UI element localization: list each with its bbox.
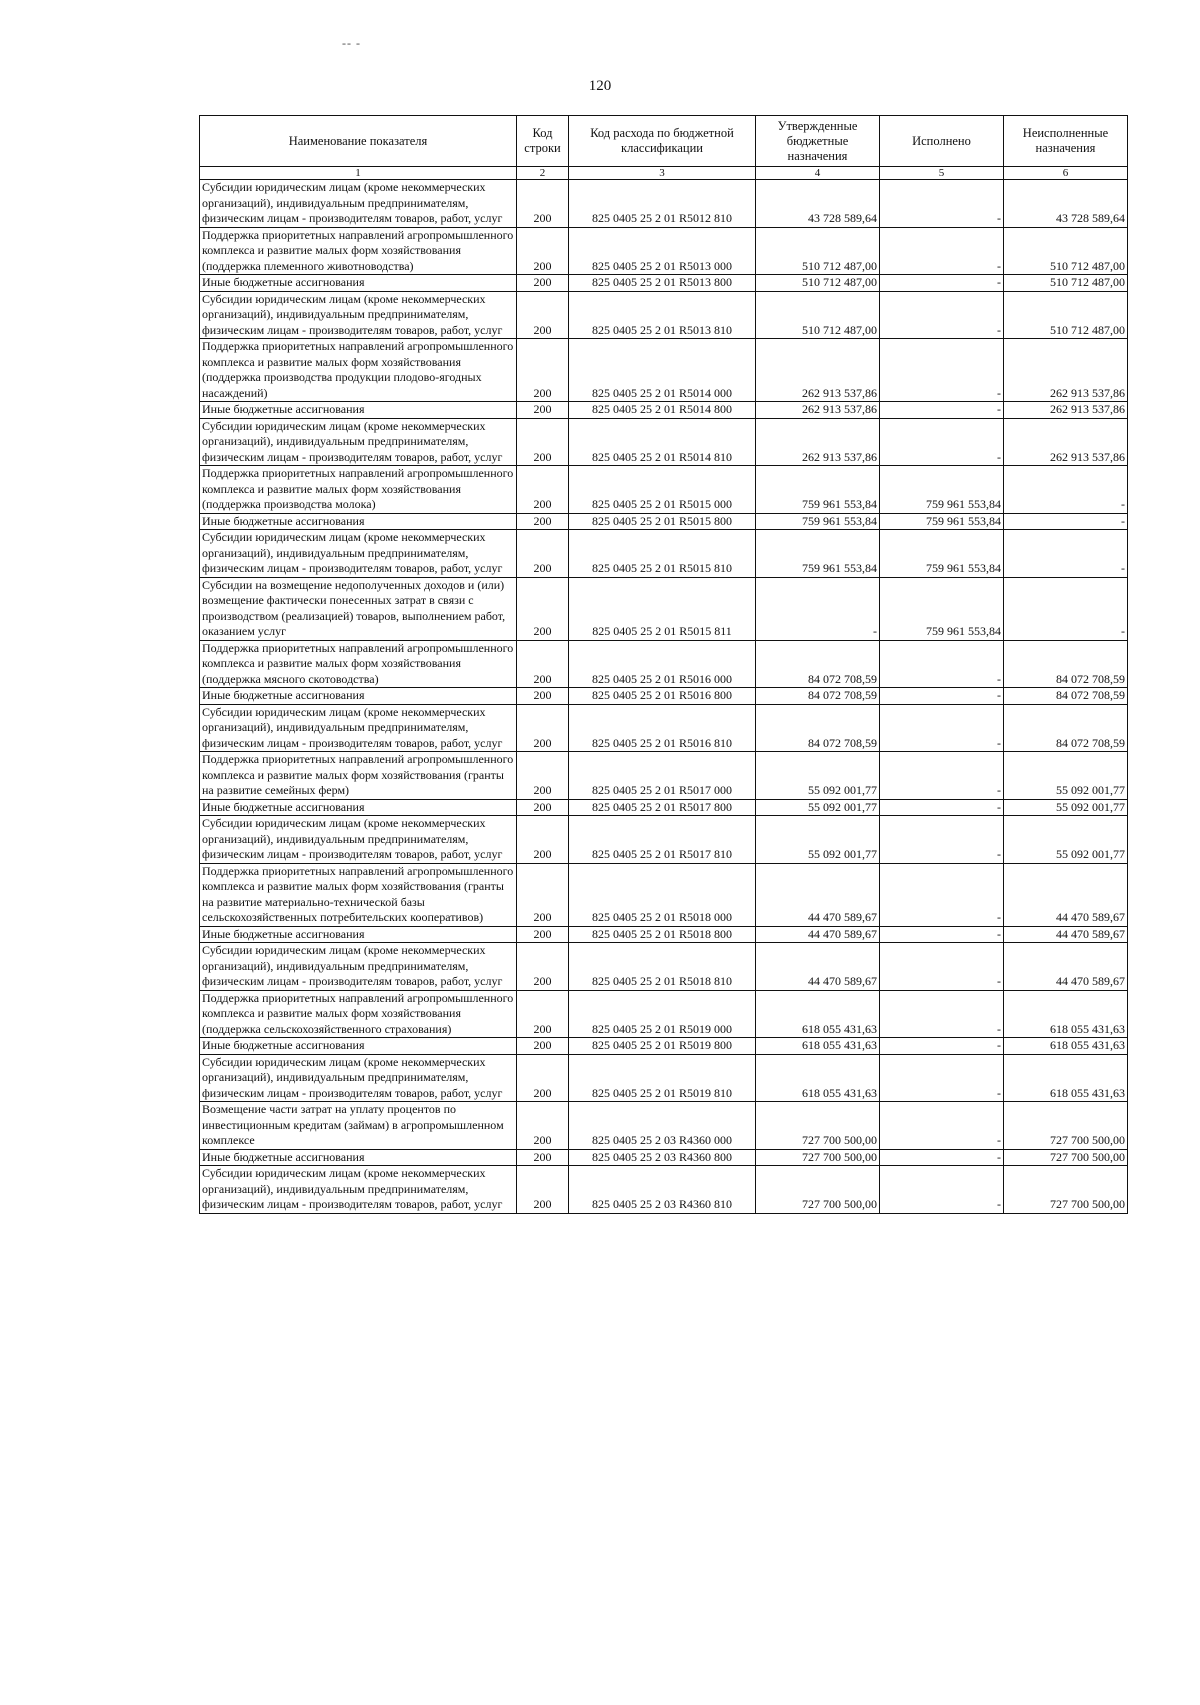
- row-budget-code: 825 0405 25 2 01 R5012 810: [569, 180, 756, 228]
- row-unexecuted-amount: 44 470 589,67: [1004, 943, 1128, 991]
- row-indicator-name: Субсидии юридическим лицам (кроме некоммерческих организаций), индивидуальным предпринимателям, физическим лицам - производителям товаров, работ, услуг: [200, 530, 517, 578]
- table-row: [200, 530, 1128, 578]
- row-line-code: 200: [517, 752, 569, 800]
- row-budget-code: 825 0405 25 2 01 R5015 810: [569, 530, 756, 578]
- row-unexecuted-amount: 84 072 708,59: [1004, 640, 1128, 688]
- row-line-code: 200: [517, 513, 569, 530]
- row-line-code: 200: [517, 1166, 569, 1214]
- row-unexecuted-amount: 510 712 487,00: [1004, 227, 1128, 275]
- row-line-code: 200: [517, 640, 569, 688]
- row-indicator-name: Поддержка приоритетных направлений агропромышленного комплекса и развитие малых форм хозяйствования (поддержка мясного скотоводства): [200, 640, 517, 688]
- row-unexecuted-amount: -: [1004, 577, 1128, 640]
- row-executed-amount: -: [880, 1149, 1004, 1166]
- row-approved-amount: 618 055 431,63: [756, 990, 880, 1038]
- table-row: [200, 943, 1128, 991]
- row-approved-amount: 618 055 431,63: [756, 1054, 880, 1102]
- table-row: [200, 704, 1128, 752]
- budget-execution-table: [199, 115, 1128, 1214]
- row-indicator-name: Субсидии юридическим лицам (кроме некоммерческих организаций), индивидуальным предпринимателям, физическим лицам - производителям товаров, работ, услуг: [200, 180, 517, 228]
- row-executed-amount: -: [880, 926, 1004, 943]
- header-unexecuted: Неисполненные назначения: [1004, 116, 1128, 167]
- row-budget-code: 825 0405 25 2 01 R5019 800: [569, 1038, 756, 1055]
- row-line-code: 200: [517, 275, 569, 292]
- row-line-code: 200: [517, 1149, 569, 1166]
- row-approved-amount: 43 728 589,64: [756, 180, 880, 228]
- row-indicator-name: Иные бюджетные ассигнования: [200, 799, 517, 816]
- header-line-code: Код строки: [517, 116, 569, 167]
- row-executed-amount: 759 961 553,84: [880, 530, 1004, 578]
- row-indicator-name: Субсидии юридическим лицам (кроме некоммерческих организаций), индивидуальным предпринимателям, физическим лицам - производителям товаров, работ, услуг: [200, 418, 517, 466]
- row-executed-amount: 759 961 553,84: [880, 513, 1004, 530]
- row-indicator-name: Субсидии юридическим лицам (кроме некоммерческих организаций), индивидуальным предпринимателям, физическим лицам - производителям товаров, работ, услуг: [200, 943, 517, 991]
- table-row: [200, 577, 1128, 640]
- row-budget-code: 825 0405 25 2 01 R5013 800: [569, 275, 756, 292]
- row-executed-amount: -: [880, 227, 1004, 275]
- header-row: [200, 116, 1128, 167]
- row-executed-amount: -: [880, 990, 1004, 1038]
- row-approved-amount: 55 092 001,77: [756, 799, 880, 816]
- row-executed-amount: -: [880, 752, 1004, 800]
- row-unexecuted-amount: 55 092 001,77: [1004, 816, 1128, 864]
- row-unexecuted-amount: 84 072 708,59: [1004, 704, 1128, 752]
- row-indicator-name: Иные бюджетные ассигнования: [200, 275, 517, 292]
- row-unexecuted-amount: 618 055 431,63: [1004, 1054, 1128, 1102]
- row-budget-code: 825 0405 25 2 01 R5015 800: [569, 513, 756, 530]
- table-row: [200, 752, 1128, 800]
- row-line-code: 200: [517, 402, 569, 419]
- row-executed-amount: -: [880, 1054, 1004, 1102]
- row-indicator-name: Иные бюджетные ассигнования: [200, 402, 517, 419]
- row-executed-amount: -: [880, 943, 1004, 991]
- row-unexecuted-amount: 55 092 001,77: [1004, 752, 1128, 800]
- row-approved-amount: 510 712 487,00: [756, 291, 880, 339]
- row-executed-amount: -: [880, 688, 1004, 705]
- table-body: [200, 180, 1128, 1214]
- row-executed-amount: -: [880, 275, 1004, 292]
- table-row: [200, 1166, 1128, 1214]
- table-row: [200, 275, 1128, 292]
- table-row: [200, 291, 1128, 339]
- table-row: [200, 1149, 1128, 1166]
- row-approved-amount: 510 712 487,00: [756, 275, 880, 292]
- table-row: [200, 227, 1128, 275]
- column-number: 4: [756, 167, 880, 180]
- row-line-code: 200: [517, 530, 569, 578]
- table-row: [200, 926, 1128, 943]
- row-unexecuted-amount: 262 913 537,86: [1004, 339, 1128, 402]
- row-budget-code: 825 0405 25 2 03 R4360 000: [569, 1102, 756, 1150]
- table-row: [200, 688, 1128, 705]
- row-line-code: 200: [517, 816, 569, 864]
- row-line-code: 200: [517, 1038, 569, 1055]
- row-budget-code: 825 0405 25 2 01 R5013 810: [569, 291, 756, 339]
- row-indicator-name: Иные бюджетные ассигнования: [200, 1149, 517, 1166]
- row-budget-code: 825 0405 25 2 01 R5015 000: [569, 466, 756, 514]
- row-budget-code: 825 0405 25 2 01 R5016 800: [569, 688, 756, 705]
- row-budget-code: 825 0405 25 2 01 R5015 811: [569, 577, 756, 640]
- row-indicator-name: Иные бюджетные ассигнования: [200, 688, 517, 705]
- row-executed-amount: -: [880, 1038, 1004, 1055]
- row-approved-amount: 262 913 537,86: [756, 339, 880, 402]
- row-indicator-name: Субсидии юридическим лицам (кроме некоммерческих организаций), индивидуальным предпринимателям, физическим лицам - производителям товаров, работ, услуг: [200, 291, 517, 339]
- row-line-code: 200: [517, 704, 569, 752]
- table-row: [200, 799, 1128, 816]
- row-approved-amount: -: [756, 577, 880, 640]
- table-row: [200, 990, 1128, 1038]
- table-row: [200, 640, 1128, 688]
- row-executed-amount: -: [880, 339, 1004, 402]
- row-unexecuted-amount: 618 055 431,63: [1004, 1038, 1128, 1055]
- row-budget-code: 825 0405 25 2 01 R5018 800: [569, 926, 756, 943]
- row-budget-code: 825 0405 25 2 01 R5013 000: [569, 227, 756, 275]
- table-row: [200, 402, 1128, 419]
- row-approved-amount: 727 700 500,00: [756, 1149, 880, 1166]
- row-unexecuted-amount: -: [1004, 466, 1128, 514]
- row-budget-code: 825 0405 25 2 01 R5014 810: [569, 418, 756, 466]
- row-line-code: 200: [517, 688, 569, 705]
- table-row: [200, 1054, 1128, 1102]
- row-line-code: 200: [517, 291, 569, 339]
- row-approved-amount: 759 961 553,84: [756, 513, 880, 530]
- row-budget-code: 825 0405 25 2 01 R5017 000: [569, 752, 756, 800]
- row-approved-amount: 44 470 589,67: [756, 926, 880, 943]
- row-indicator-name: Субсидии юридическим лицам (кроме некоммерческих организаций), индивидуальным предпринимателям, физическим лицам - производителям товаров, работ, услуг: [200, 1054, 517, 1102]
- row-executed-amount: -: [880, 402, 1004, 419]
- row-line-code: 200: [517, 799, 569, 816]
- row-approved-amount: 44 470 589,67: [756, 863, 880, 926]
- row-budget-code: 825 0405 25 2 01 R5019 810: [569, 1054, 756, 1102]
- row-indicator-name: Поддержка приоритетных направлений агропромышленного комплекса и развитие малых форм хозяйствования (поддержка племенного животноводства): [200, 227, 517, 275]
- row-indicator-name: Поддержка приоритетных направлений агропромышленного комплекса и развитие малых форм хозяйствования (поддержка сельскохозяйственного страхования): [200, 990, 517, 1038]
- row-budget-code: 825 0405 25 2 01 R5018 000: [569, 863, 756, 926]
- row-unexecuted-amount: 262 913 537,86: [1004, 418, 1128, 466]
- table-row: [200, 466, 1128, 514]
- table-row: [200, 863, 1128, 926]
- row-indicator-name: Поддержка приоритетных направлений агропромышленного комплекса и развитие малых форм хозяйствования (поддержка производства молока): [200, 466, 517, 514]
- row-line-code: 200: [517, 863, 569, 926]
- row-executed-amount: 759 961 553,84: [880, 577, 1004, 640]
- row-budget-code: 825 0405 25 2 01 R5016 810: [569, 704, 756, 752]
- header-budget-code: Код расхода по бюджетной классификации: [569, 116, 756, 167]
- table-row: [200, 1102, 1128, 1150]
- row-unexecuted-amount: 55 092 001,77: [1004, 799, 1128, 816]
- row-line-code: 200: [517, 339, 569, 402]
- row-approved-amount: 262 913 537,86: [756, 402, 880, 419]
- row-executed-amount: -: [880, 704, 1004, 752]
- row-indicator-name: Иные бюджетные ассигнования: [200, 513, 517, 530]
- row-budget-code: 825 0405 25 2 03 R4360 810: [569, 1166, 756, 1214]
- row-unexecuted-amount: 44 470 589,67: [1004, 863, 1128, 926]
- row-executed-amount: -: [880, 180, 1004, 228]
- row-executed-amount: -: [880, 1102, 1004, 1150]
- row-line-code: 200: [517, 227, 569, 275]
- row-indicator-name: Иные бюджетные ассигнования: [200, 926, 517, 943]
- row-unexecuted-amount: 510 712 487,00: [1004, 275, 1128, 292]
- row-approved-amount: 55 092 001,77: [756, 752, 880, 800]
- column-number-row: [200, 167, 1128, 180]
- row-executed-amount: -: [880, 640, 1004, 688]
- row-approved-amount: 727 700 500,00: [756, 1166, 880, 1214]
- row-unexecuted-amount: 43 728 589,64: [1004, 180, 1128, 228]
- row-unexecuted-amount: 618 055 431,63: [1004, 990, 1128, 1038]
- row-line-code: 200: [517, 1102, 569, 1150]
- row-unexecuted-amount: 727 700 500,00: [1004, 1149, 1128, 1166]
- table-row: [200, 180, 1128, 228]
- row-executed-amount: -: [880, 863, 1004, 926]
- column-number: 1: [200, 167, 517, 180]
- row-indicator-name: Поддержка приоритетных направлений агропромышленного комплекса и развитие малых форм хозяйствования (гранты на развитие материально-технической базы сельскохозяйственных потребительских кооперативов): [200, 863, 517, 926]
- column-number: 5: [880, 167, 1004, 180]
- table-row: [200, 513, 1128, 530]
- row-budget-code: 825 0405 25 2 01 R5019 000: [569, 990, 756, 1038]
- row-indicator-name: Иные бюджетные ассигнования: [200, 1038, 517, 1055]
- row-executed-amount: -: [880, 1166, 1004, 1214]
- row-budget-code: 825 0405 25 2 01 R5014 800: [569, 402, 756, 419]
- row-unexecuted-amount: 727 700 500,00: [1004, 1166, 1128, 1214]
- row-executed-amount: -: [880, 799, 1004, 816]
- row-unexecuted-amount: 727 700 500,00: [1004, 1102, 1128, 1150]
- row-approved-amount: 759 961 553,84: [756, 530, 880, 578]
- row-unexecuted-amount: 510 712 487,00: [1004, 291, 1128, 339]
- column-number: 2: [517, 167, 569, 180]
- row-unexecuted-amount: -: [1004, 513, 1128, 530]
- row-line-code: 200: [517, 926, 569, 943]
- row-indicator-name: Субсидии юридическим лицам (кроме некоммерческих организаций), индивидуальным предпринимателям, физическим лицам - производителям товаров, работ, услуг: [200, 816, 517, 864]
- row-approved-amount: 510 712 487,00: [756, 227, 880, 275]
- row-indicator-name: Возмещение части затрат на уплату процентов по инвестиционным кредитам (займам) в агропромышленном комплексе: [200, 1102, 517, 1150]
- row-budget-code: 825 0405 25 2 01 R5017 810: [569, 816, 756, 864]
- table-row: [200, 816, 1128, 864]
- table-row: [200, 339, 1128, 402]
- row-line-code: 200: [517, 577, 569, 640]
- column-number: 3: [569, 167, 756, 180]
- row-approved-amount: 84 072 708,59: [756, 688, 880, 705]
- row-approved-amount: 727 700 500,00: [756, 1102, 880, 1150]
- row-budget-code: 825 0405 25 2 01 R5014 000: [569, 339, 756, 402]
- row-budget-code: 825 0405 25 2 01 R5016 000: [569, 640, 756, 688]
- row-executed-amount: 759 961 553,84: [880, 466, 1004, 514]
- row-indicator-name: Субсидии юридическим лицам (кроме некоммерческих организаций), индивидуальным предпринимателям, физическим лицам - производителям товаров, работ, услуг: [200, 1166, 517, 1214]
- row-budget-code: 825 0405 25 2 03 R4360 800: [569, 1149, 756, 1166]
- column-number: 6: [1004, 167, 1128, 180]
- row-unexecuted-amount: 84 072 708,59: [1004, 688, 1128, 705]
- row-approved-amount: 44 470 589,67: [756, 943, 880, 991]
- row-approved-amount: 759 961 553,84: [756, 466, 880, 514]
- row-indicator-name: Субсидии на возмещение недополученных доходов и (или) возмещение фактически понесенных затрат в связи с производством (реализацией) товаров, выполнением работ, оказанием услуг: [200, 577, 517, 640]
- row-budget-code: 825 0405 25 2 01 R5018 810: [569, 943, 756, 991]
- row-executed-amount: -: [880, 418, 1004, 466]
- row-line-code: 200: [517, 418, 569, 466]
- row-executed-amount: -: [880, 816, 1004, 864]
- row-line-code: 200: [517, 180, 569, 228]
- row-indicator-name: Поддержка приоритетных направлений агропромышленного комплекса и развитие малых форм хозяйствования (гранты на развитие семейных ферм): [200, 752, 517, 800]
- row-approved-amount: 84 072 708,59: [756, 704, 880, 752]
- row-approved-amount: 84 072 708,59: [756, 640, 880, 688]
- row-line-code: 200: [517, 1054, 569, 1102]
- page-number: 120: [588, 78, 612, 94]
- row-unexecuted-amount: 262 913 537,86: [1004, 402, 1128, 419]
- row-unexecuted-amount: 44 470 589,67: [1004, 926, 1128, 943]
- row-indicator-name: Субсидии юридическим лицам (кроме некоммерческих организаций), индивидуальным предпринимателям, физическим лицам - производителям товаров, работ, услуг: [200, 704, 517, 752]
- row-budget-code: 825 0405 25 2 01 R5017 800: [569, 799, 756, 816]
- row-unexecuted-amount: -: [1004, 530, 1128, 578]
- table-row: [200, 1038, 1128, 1055]
- row-line-code: 200: [517, 943, 569, 991]
- row-approved-amount: 618 055 431,63: [756, 1038, 880, 1055]
- scan-mark: -- -: [342, 36, 361, 50]
- header-executed: Исполнено: [880, 116, 1004, 167]
- row-approved-amount: 262 913 537,86: [756, 418, 880, 466]
- header-indicator-name: Наименование показателя: [200, 116, 517, 167]
- row-approved-amount: 55 092 001,77: [756, 816, 880, 864]
- row-indicator-name: Поддержка приоритетных направлений агропромышленного комплекса и развитие малых форм хозяйствования (поддержка производства продукции плодово-ягодных насаждений): [200, 339, 517, 402]
- row-line-code: 200: [517, 466, 569, 514]
- header-approved: Утвержденные бюджетные назначения: [756, 116, 880, 167]
- table-row: [200, 418, 1128, 466]
- row-executed-amount: -: [880, 291, 1004, 339]
- row-line-code: 200: [517, 990, 569, 1038]
